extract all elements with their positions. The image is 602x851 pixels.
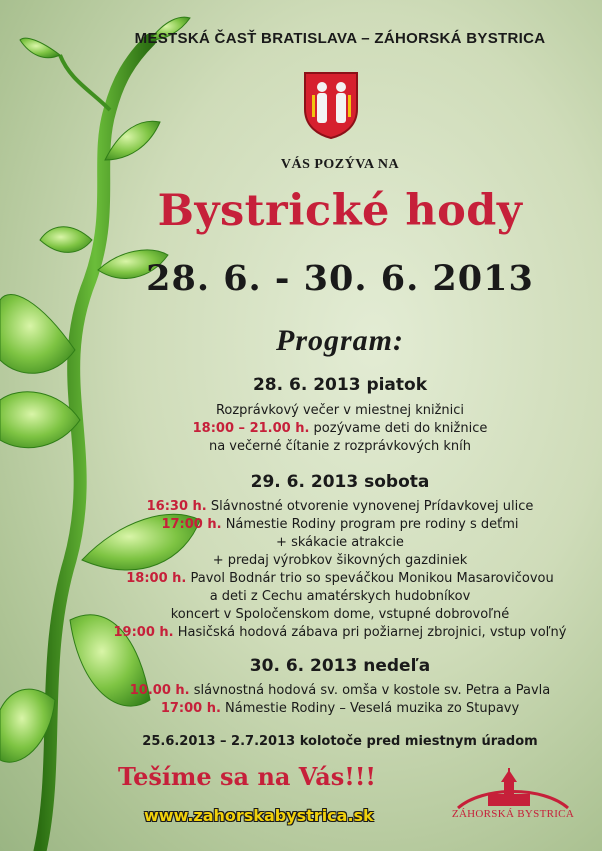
day-program-saturday xyxy=(90,498,590,642)
day-heading-sunday: 30. 6. 2013 nedeľa xyxy=(249,656,431,676)
program-line: 17:00 h. Námestie Rodiny – Veselá muzika zo Stupavy xyxy=(160,701,520,716)
program-line: 18:00 h. Pavol Bodnár trio so speváčkou Monikou Masarovičovou xyxy=(126,571,554,586)
day-heading-saturday: 29. 6. 2013 sobota xyxy=(250,472,430,492)
program-line: 19:00 h. Hasičská hodová zábava pri požiarnej zbrojnici, vstup voľný xyxy=(113,625,567,640)
website-link[interactable]: www.zahorskabystrica.sk xyxy=(144,806,374,825)
day-program-sunday xyxy=(90,682,590,718)
program-line: + skákacie atrakcie xyxy=(276,535,404,550)
municipality-name: MESTSKÁ ČASŤ BRATISLAVA – ZÁHORSKÁ BYSTRICA xyxy=(134,30,546,47)
event-title: Bystrické hody xyxy=(157,186,523,236)
event-dates: 28. 6. - 30. 6. 2013 xyxy=(146,258,534,299)
program-line: koncert v Spoločenskom dome, vstupné dobrovoľné xyxy=(170,607,510,622)
coat-of-arms-icon xyxy=(303,71,359,139)
program-line: 16:30 h. Slávnostné otvorenie vynovenej Prídavkovej ulice xyxy=(146,499,534,514)
closing-slogan: Tešíme sa na Vás!!! xyxy=(118,762,376,791)
program-line: a deti z Cechu amatérskych hudobníkov xyxy=(209,589,471,604)
carousel-notice: 25.6.2013 – 2.7.2013 kolotoče pred miestnym úradom xyxy=(142,734,538,749)
program-line: 17:00 h. Námestie Rodiny program pre rodiny s deťmi xyxy=(161,517,519,532)
program-line: 10.00 h. slávnostná hodová sv. omša v kostole sv. Petra a Pavla xyxy=(129,683,551,698)
program-line: + predaj výrobkov šikovných gazdiniek xyxy=(212,553,468,568)
day-program-friday xyxy=(90,402,590,456)
program-line: Rozprávkový večer v miestnej knižnici xyxy=(215,403,465,418)
day-heading-friday: 28. 6. 2013 piatok xyxy=(252,375,428,395)
program-line: na večerné čítanie z rozprávkových kníh xyxy=(208,439,472,454)
program-heading: Program: xyxy=(276,324,404,357)
program-line: 18:00 – 21.00 h. pozývame deti do knižnice xyxy=(192,421,488,436)
logo-label: ZÁHORSKÁ BYSTRICA xyxy=(451,808,575,820)
invitation-line: VÁS POZÝVA NA xyxy=(280,157,400,172)
